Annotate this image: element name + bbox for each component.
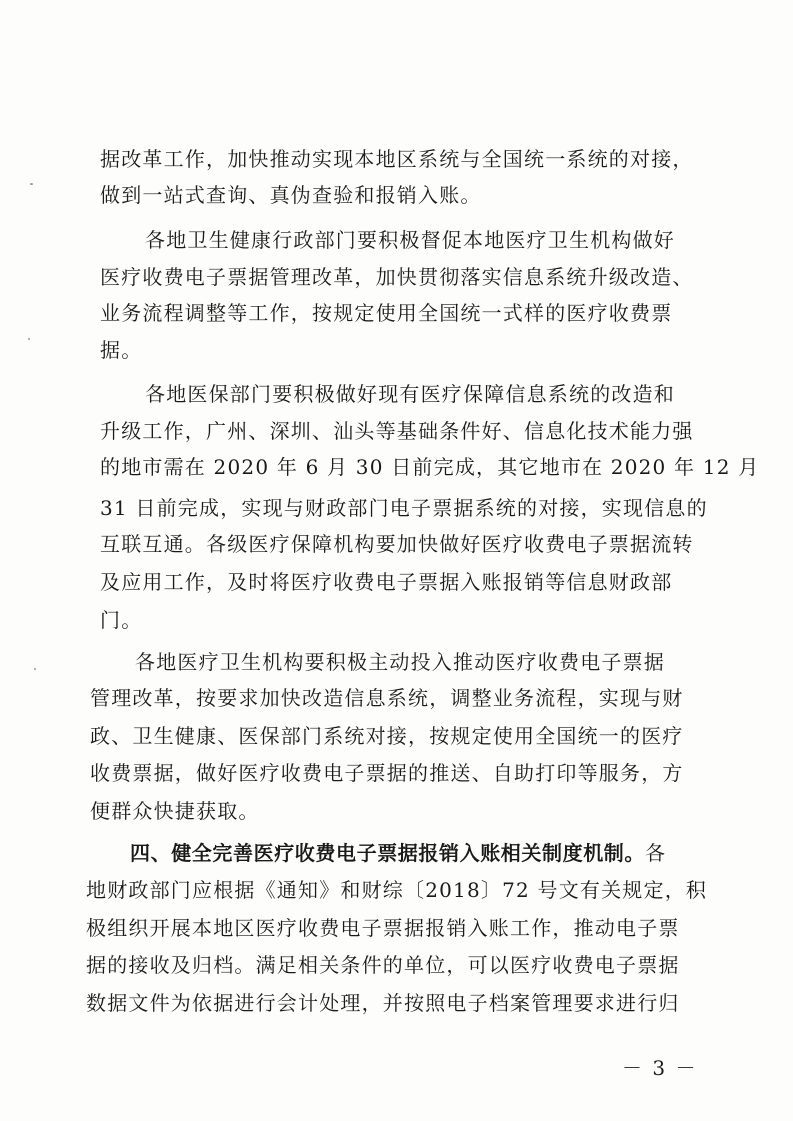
paragraph-3-line-6: 及应用工作，及时将医疗收费电子票据入账报销等信息财政部 xyxy=(100,570,673,594)
scan-speck xyxy=(34,668,36,670)
paragraph-2-line-3: 业务流程调整等工作，按规定使用全国统一式样的医疗收费票 xyxy=(100,301,673,325)
scan-speck xyxy=(30,183,33,185)
paragraph-5-line-5: 数据文件为依据进行会计处理，并按照电子档案管理要求进行归 xyxy=(86,991,680,1015)
section-four-heading-tail: 各 xyxy=(645,841,667,865)
paragraph-3-line-3: 的地市需在 2020 年 6 月 30 日前完成，其它地市在 2020 年 12 月 xyxy=(100,455,760,479)
paragraph-4-line-5: 便群众快捷获取。 xyxy=(90,799,260,823)
paragraph-4-line-3: 政、卫生健康、医保部门系统对接，按规定使用全国统一的医疗 xyxy=(90,724,684,748)
paragraph-1-line-2: 做到一站式查询、真伪查验和报销入账。 xyxy=(100,183,482,207)
paragraph-5-line-3: 极组织开展本地区医疗收费电子票据报销入账工作，推动电子票 xyxy=(86,916,680,940)
paragraph-5-line-2: 地财政部门应根据《通知》和财综〔2018〕72 号文有关规定，积 xyxy=(86,878,708,902)
section-four-first-line xyxy=(130,839,666,867)
paragraph-4-line-4: 收费票据，做好医疗收费电子票据的推送、自助打印等服务，方 xyxy=(90,761,684,785)
paragraph-2-line-4: 据。 xyxy=(100,338,143,362)
paragraph-3-line-2: 升级工作，广州、深圳、汕头等基础条件好、信息化技术能力强 xyxy=(100,419,694,443)
paragraph-5-line-4: 据的接收及归档。满足相关条件的单位，可以医疗收费电子票据 xyxy=(86,953,680,977)
scan-speck xyxy=(28,338,30,340)
paragraph-3-line-4: 31 日前完成，实现与财政部门电子票据系统的对接，实现信息的 xyxy=(100,496,708,520)
section-four-heading: 四、健全完善医疗收费电子票据报销入账相关制度机制。 xyxy=(130,841,645,865)
paragraph-3-line-1: 各地医保部门要积极做好现有医疗保障信息系统的改造和 xyxy=(145,382,675,406)
paragraph-4-line-2: 管理改革，按要求加快改造信息系统，调整业务流程，实现与财 xyxy=(90,686,684,710)
paragraph-3-line-5: 互联互通。各级医疗保障机构要加快做好医疗收费电子票据流转 xyxy=(100,532,694,556)
paragraph-2-line-1: 各地卫生健康行政部门要积极督促本地医疗卫生机构做好 xyxy=(145,228,675,252)
paragraph-4-line-1: 各地医疗卫生机构要积极主动投入推动医疗收费电子票据 xyxy=(135,650,665,674)
paragraph-2-line-2: 医疗收费电子票据管理改革，加快贯彻落实信息系统升级改造、 xyxy=(100,265,694,289)
paragraph-3-line-7: 门。 xyxy=(100,608,143,632)
paragraph-1-line-1: 据改革工作，加快推动实现本地区系统与全国统一系统的对接， xyxy=(100,147,694,171)
page-number: － 3 － xyxy=(622,1056,698,1080)
